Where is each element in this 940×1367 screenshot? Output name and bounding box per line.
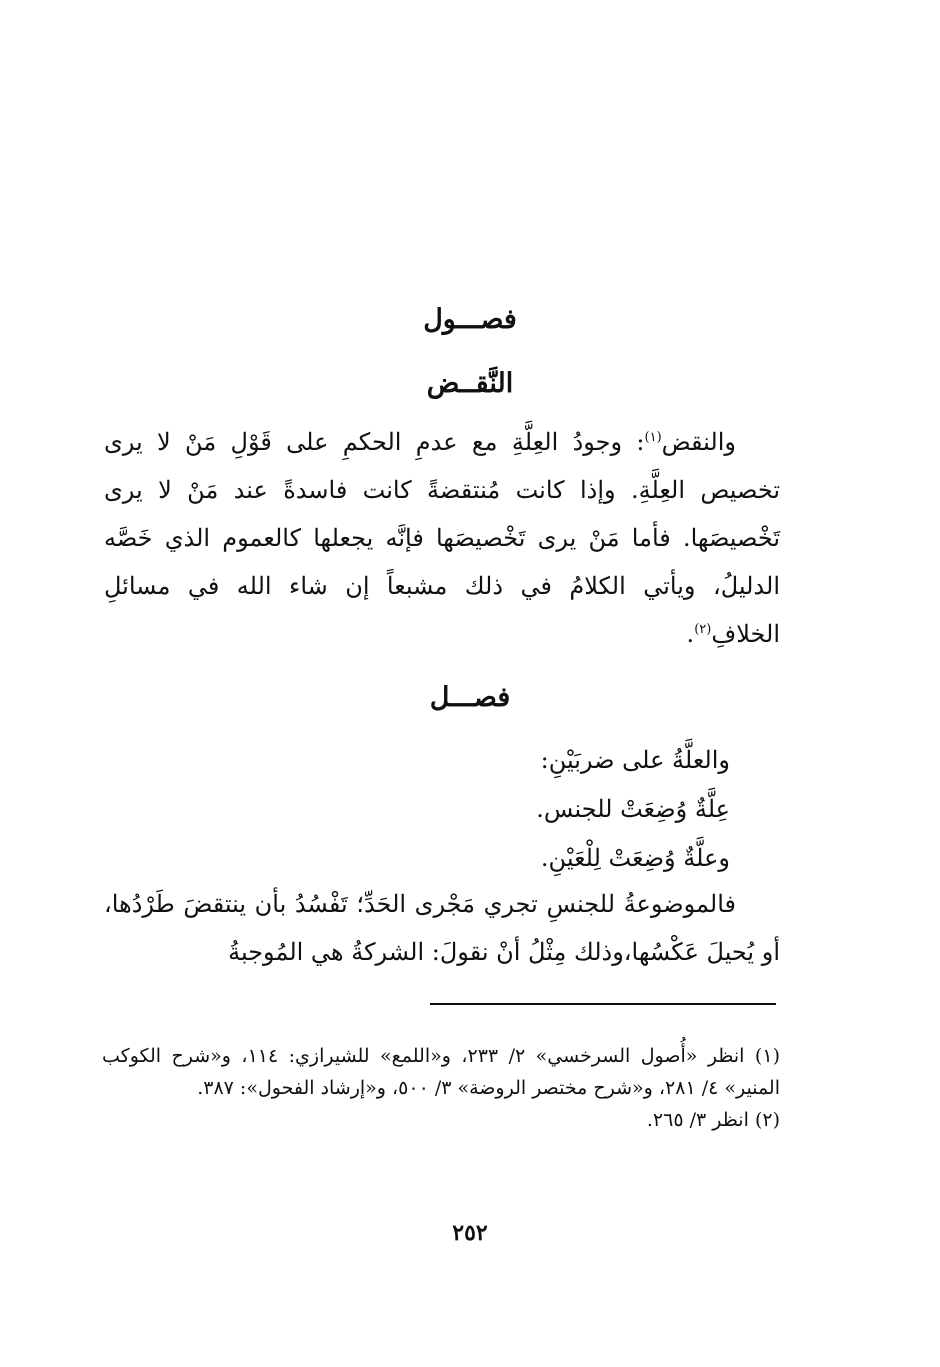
paragraph-body: : وجودُ العِلَّةِ مع عدمِ الحكمِ على قَوْلِ مَنْ لا يرى تخصيص العِلَّةِ. وإذا كانت مُنتقضةً كانت فاسدةً عند مَنْ لا يرى تَخْصيصَها. فأما مَنْ يرى تَخْصيصَها فإنَّه يجعلها كالعموم الذي خَصَّه الدليلُ، ويأتي الكلامُ في ذلك مشبعاً إن شاء الله في مسائلِ الخلافِ bbox=[104, 428, 781, 648]
list-line: والعلَّةُ على ضربَيْنِ: bbox=[540, 746, 730, 774]
jins-paragraph bbox=[104, 880, 780, 976]
footnote-ref-1[interactable]: (١) bbox=[644, 430, 662, 445]
list-line: عِلَّةٌ وُضِعَتْ للجنس. bbox=[536, 795, 730, 823]
section2-heading: فصـــل bbox=[429, 682, 511, 713]
paragraph-lead: والنقض bbox=[661, 428, 736, 456]
page-number: ٢٥٢ bbox=[452, 1220, 488, 1246]
paragraph-end: . bbox=[686, 620, 695, 648]
footnote-2 bbox=[102, 1104, 780, 1136]
section-subheading: النَّقــض bbox=[426, 368, 514, 399]
list-line: وعلَّةٌ وُضِعَتْ لِلْعَيْنِ. bbox=[540, 844, 730, 872]
footnotes bbox=[102, 1040, 780, 1136]
footnote-text: انظر «أُصول السرخسي» ٢/ ٢٣٣، و«اللمع» للشيرازي: ١١٤، و«شرح الكوكب المنير» ٤/ ٢٨١، و«شرح مختصر الروضة» ٣/ ٥٠٠، و«إرشاد الفحول»: ٣٨٧. bbox=[102, 1045, 780, 1099]
naqd-paragraph bbox=[104, 418, 780, 658]
paragraph-text-2: فالموضوعةُ للجنسِ تجري مَجْرى الحَدِّ؛ تَفْسُدُ بأن ينتقضَ طَرْدُها، أو يُحيلَ عَكْسُها،وذلك مِثْلُ أنْ نقولَ: الشركةُ هي المُوجبةُ bbox=[104, 890, 780, 966]
section-heading: فصـــول bbox=[423, 304, 517, 335]
footnote-number: (١) bbox=[754, 1045, 780, 1067]
footnote-ref-2[interactable]: (٢) bbox=[694, 622, 712, 637]
illah-types-list bbox=[300, 736, 730, 883]
footnote-1 bbox=[102, 1040, 780, 1104]
footnote-text: انظر ٣/ ٢٦٥. bbox=[646, 1109, 749, 1131]
paragraph-text bbox=[104, 418, 780, 658]
footnote-divider bbox=[430, 1003, 776, 1005]
footnote-number: (٢) bbox=[754, 1109, 780, 1131]
